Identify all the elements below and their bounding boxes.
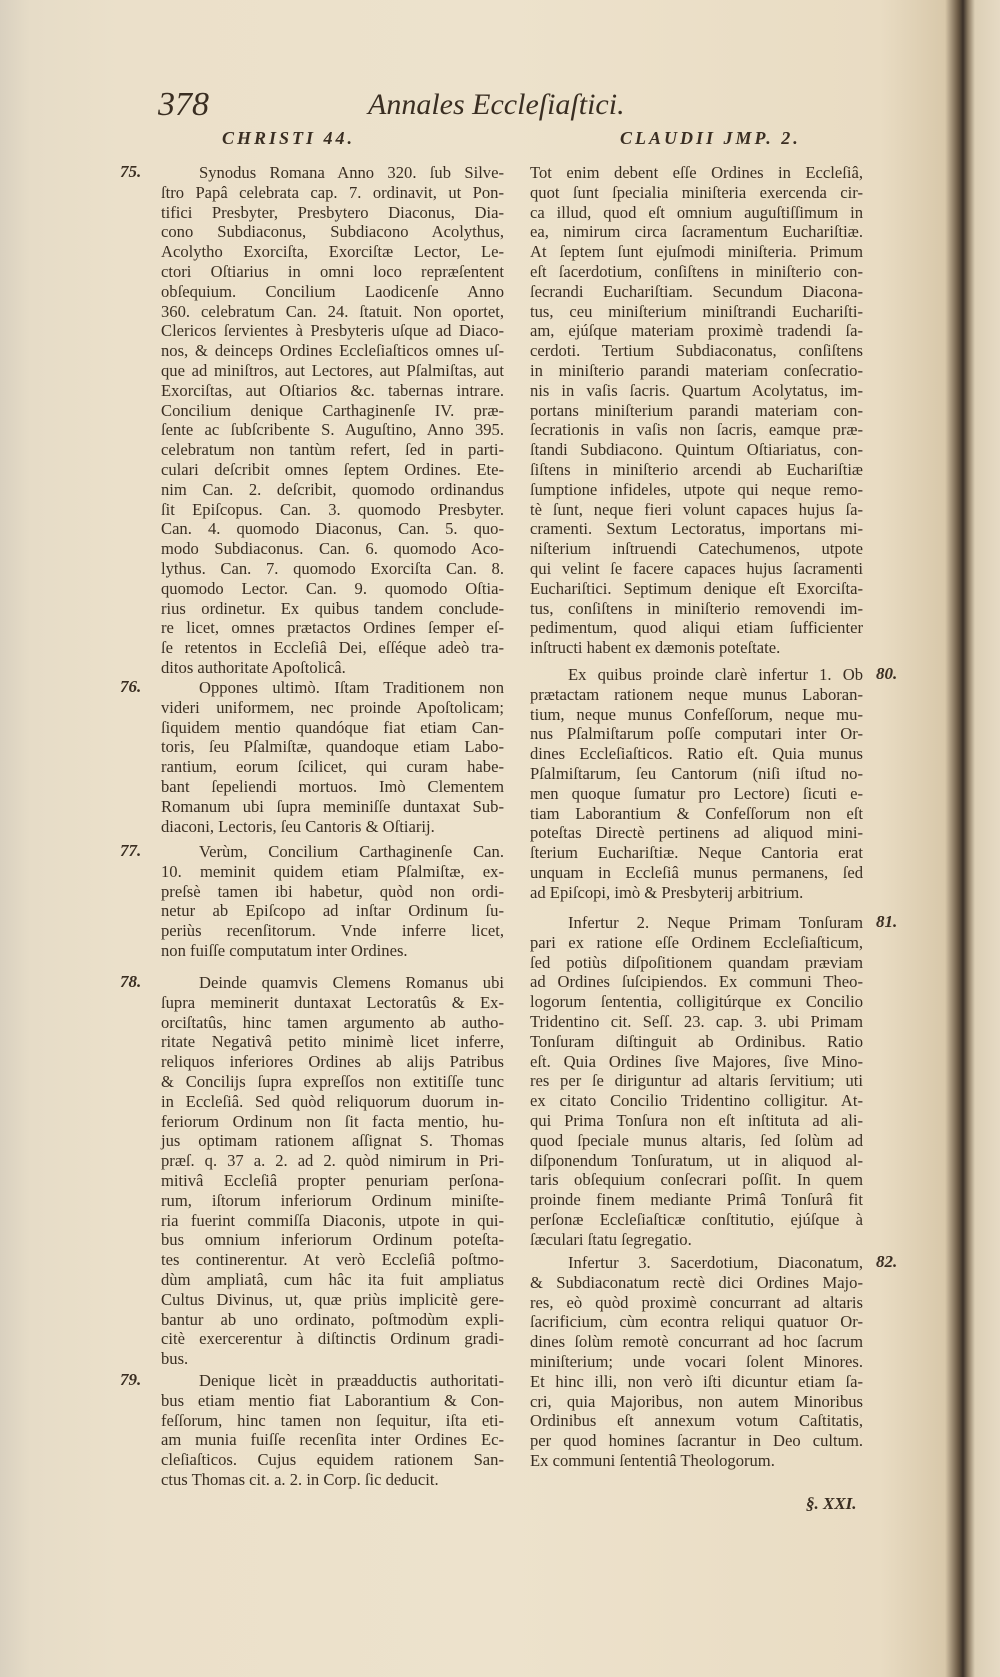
- text-line: Et hinc illi, non verò iſti dicuntur etiam ſa-: [530, 1371, 863, 1391]
- text-line: taris obſequium conſecrari poſſit. In quem: [530, 1170, 863, 1190]
- text-line: quod ſpeciale munus altaris, ſed ſolùm ad: [530, 1130, 863, 1150]
- text-line: Oppones ultimò. Iſtam Traditionem non: [199, 678, 504, 697]
- text-line: cri, quia Majoribus, non autem Minoribus: [530, 1391, 863, 1411]
- text-line: ſecrationis in vaſis non ſacris, eamque præ-: [530, 420, 863, 440]
- text-line: ſtandi Subdiacono. Quintum Oſtiariatus, con-: [530, 440, 863, 460]
- text-line: bant ſepeliendi mortuos. Imò Clementem: [161, 776, 504, 796]
- text-line: nim Can. 2. deſcribit, quomodo ordinandus: [161, 479, 504, 499]
- text-line: tifici Presbyter, Presbytero Diaconus, Dia-: [161, 202, 504, 222]
- text-line: Verùm, Concilium Carthaginenſe Can.: [199, 842, 504, 861]
- text-line: Deinde quamvis Clemens Romanus ubi: [199, 973, 504, 992]
- paragraph-number: 80.: [876, 664, 898, 683]
- paragraph-number: 77.: [120, 841, 142, 860]
- text-line: niſterium inſtruendi Catechumenos, utpote: [530, 539, 863, 559]
- text-line: cleſiaſticos. Cujus equidem rationem San-: [161, 1450, 504, 1470]
- text-line: reliquos inferiores Ordines ab alijs Patribus: [161, 1052, 504, 1072]
- text-line: tè ſunt, neque fieri volunt capaces hujus ſa-: [530, 499, 863, 519]
- text-line: tiam Laborantium & Confeſſorum non eſt: [530, 803, 863, 823]
- text-line: ditos authoritate Apoſtolicâ.: [161, 657, 346, 677]
- text-line: rum, iſtorum inferiorum Ordinum miniſte-: [161, 1190, 504, 1210]
- text-line: eſt ſacerdotium, conſiſtens in miniſterio con-: [530, 261, 863, 281]
- text-line: ctori Oſtiarius in omni loco repræſentent: [161, 261, 504, 281]
- text-line: Ex quibus proinde clarè infertur 1. Ob: [568, 665, 863, 684]
- text-line: dùm ampliatâ, cum hâc ita fuit ampliatus: [161, 1269, 504, 1289]
- text-line: præſ. q. 37 a. 2. ad 2. quòd nimirum in Pri-: [161, 1151, 504, 1171]
- paragraph-number: 79.: [120, 1370, 142, 1389]
- text-line: res, eò quòd proximè concurrant ad altaris: [530, 1292, 863, 1312]
- text-line: que ad miniſtros, aut Lectores, aut Pſalmiſtas, aut: [161, 360, 504, 380]
- paragraph-number: 76.: [120, 677, 142, 696]
- text-line: nus Pſalmiſtarum poſſe computari inter Or-: [530, 724, 863, 744]
- text-line: Pſalmiſtarum, ſeu Cantorum (niſi iſtud no-: [530, 763, 863, 783]
- text-line: bantur ab uno ordinato, poſtmodùm expli-: [161, 1309, 504, 1329]
- paragraph-number: 78.: [120, 972, 142, 991]
- text-line: lythus. Can. 7. quomodo Exorciſta Can. 8.: [161, 558, 504, 578]
- text-line: ſacrificium, cùm econtra reliqui quatuor Or-: [530, 1312, 863, 1332]
- text-line: Concilium denique Carthaginenſe IV. præ-: [161, 400, 504, 420]
- text-line: cramenti. Sextum Lectoratus, importans mi-: [530, 519, 863, 539]
- text-line: ea, nimirum circa ſacramentum Euchariſtiæ.: [530, 222, 863, 242]
- text-line: Romanum ubi ſupra meminiſſe duntaxat Sub-: [161, 796, 504, 816]
- text-line: tus, ceu miniſterium miniſtrandi Euchariſti-: [530, 301, 863, 321]
- text-line: qui Prima Tonſura non eſt inſtituta ad ali-: [530, 1110, 863, 1130]
- text-line: inſtructi habent ex dæmonis poteſtate.: [530, 638, 781, 658]
- paragraph: [161, 163, 504, 678]
- text-line: prætactam rationem neque munus Laboran-: [530, 684, 863, 704]
- text-line: portans miniſterium parandi materiam con-: [530, 400, 863, 420]
- text-line: & Subdiaconatum rectè dici Ordines Majo-: [530, 1272, 863, 1292]
- text-line: ſecrandi Euchariſtiam. Secundum Diacona-: [530, 281, 863, 301]
- text-line: ad Ordines ſuſcipiendos. Ex communi Theo-: [530, 972, 863, 992]
- paragraph-number: 81.: [876, 912, 898, 931]
- text-line: Ex communi ſententiâ Theologorum.: [530, 1450, 775, 1470]
- text-line: pari ex ratione eſſe Ordinem Eccleſiaſticum,: [530, 932, 863, 952]
- text-line: miniſterium; unde vocari ſolent Minores.: [530, 1351, 863, 1371]
- text-line: rius ordinetur. Ex quibus tandem conclude-: [161, 598, 504, 618]
- text-line: men quoque ſumatur pro Lectore) ſicuti e-: [530, 783, 863, 803]
- text-line: toris, ſeu Pſalmiſtæ, quandoque etiam Labo-: [161, 737, 504, 757]
- paragraph: [530, 665, 863, 903]
- paragraph: [530, 1253, 863, 1471]
- text-line: dines ſolùm remotè concurrant ad hoc ſacrum: [530, 1332, 863, 1352]
- text-line: 10. meminit quidem etiam Pſalmiſtæ, ex-: [161, 861, 504, 881]
- text-line: Cultus Divinus, ut, quæ priùs implicitè gere-: [161, 1289, 504, 1309]
- text-line: diſponendum Tonſuratum, ut in aliquod al-: [530, 1150, 863, 1170]
- text-line: diaconi, Lectoris, ſeu Cantoris & Oſtiarij.: [161, 816, 435, 836]
- text-line: poteſtas Directè pertinens ad aliquod mini-: [530, 823, 863, 843]
- text-line: in miniſterio parandi materiam conſecratio-: [530, 360, 863, 380]
- year-heading-right: CLAUDII JMP. 2.: [620, 128, 801, 148]
- text-line: feſſorum, hinc tamen non ſequitur, iſta eti-: [161, 1410, 504, 1430]
- text-line: citè exercerentur à diſtinctis Ordinum gradi-: [161, 1329, 504, 1349]
- text-line: Tonſuram diſtinguit ab Ordinibus. Ratio: [530, 1031, 863, 1051]
- text-line: unquam in Eccleſiâ munus permanens, ſed: [530, 862, 863, 882]
- text-line: ex citato Concilio Tridentino colligitur. At-: [530, 1091, 863, 1111]
- text-line: Euchariſtici. Septimum denique eſt Exorciſta-: [530, 578, 863, 598]
- text-line: feriorum Ordinum non ſit facta mentio, hu-: [161, 1111, 504, 1131]
- text-line: orciſtatûs, hinc tamen argumento ab autho-: [161, 1012, 504, 1032]
- text-line: ſit Epiſcopus. Can. 3. quomodo Presbyter.: [161, 499, 504, 519]
- text-line: obſequium. Concilium Laodicenſe Anno: [161, 281, 504, 301]
- text-line: bus omnium inferiorum Ordinum poteſta-: [161, 1230, 504, 1250]
- text-line: Exorciſtas, aut Oſtiarios &c. tabernas intrare.: [161, 380, 504, 400]
- text-line: Tot enim debent eſſe Ordines in Eccleſiâ,: [530, 163, 863, 182]
- text-line: Synodus Romana Anno 320. ſub Silve-: [199, 163, 504, 182]
- paragraph: [161, 1371, 504, 1490]
- running-title: Annales Eccleſiaſtici.: [368, 88, 625, 121]
- text-line: proinde finem mediante Primâ Tonſurâ fit: [530, 1190, 863, 1210]
- text-line: Infertur 3. Sacerdotium, Diaconatum,: [568, 1253, 863, 1272]
- text-line: ca illud, quod eſt omnium auguſtiſſimum in: [530, 202, 863, 222]
- year-heading-left: CHRISTI 44.: [222, 128, 356, 148]
- text-line: tes continerentur. At verò Eccleſiâ poſtmo-: [161, 1250, 504, 1270]
- text-line: nis in vaſis ſacris. Quartum Acolytatus, im-: [530, 380, 863, 400]
- text-line: ad Epiſcopi, imò & Presbyterij arbitrium.: [530, 882, 804, 902]
- text-line: ſente ac ſubſcribente S. Auguſtino, Anno 395.: [161, 420, 504, 440]
- text-line: pedimentum, quod aliqui etiam ſufficienter: [530, 618, 863, 638]
- paragraph: [161, 973, 504, 1369]
- text-line: quot ſunt ſpecialia miniſteria exercenda cir-: [530, 182, 863, 202]
- text-line: re licet, omnes prætactos Ordines ſemper eſ-: [161, 618, 504, 638]
- paragraph: [161, 842, 504, 961]
- text-line: ſed potiùs diſpoſitionem quandam præviam: [530, 952, 863, 972]
- text-line: celebratum non tantùm refert, ſed in parti-: [161, 440, 504, 460]
- text-line: perſonæ Eccleſiaſticæ conſtitutio, ejúſque à: [530, 1209, 863, 1229]
- paragraph-number: 75.: [120, 162, 142, 181]
- text-line: cono Subdiaconus, Subdiacono Acolythus,: [161, 222, 504, 242]
- paragraph-number: 82.: [876, 1252, 898, 1271]
- text-line: netur ab Epiſcopo ad inſtar Ordinum ſu-: [161, 901, 504, 921]
- text-line: logorum ſententia, colligitúrque ex Concilio: [530, 992, 863, 1012]
- text-line: quomodo Lector. Can. 9. quomodo Oſtia-: [161, 578, 504, 598]
- text-line: jus optimam rationem aſſignat S. Thomas: [161, 1131, 504, 1151]
- text-line: ſterium Euchariſtiæ. Neque Cantoria erat: [530, 843, 863, 863]
- text-line: eſt. Quia Ordines ſive Majores, ſive Mino-: [530, 1051, 863, 1071]
- text-line: ſumptione infideles, utpote qui neque remo-: [530, 479, 863, 499]
- paragraph: [530, 913, 863, 1250]
- text-line: bus etiam mentio fiat Laborantium & Con-: [161, 1390, 504, 1410]
- section-mark: §. XXI.: [806, 1494, 857, 1513]
- text-line: non fuiſſe computatum inter Ordines.: [161, 940, 408, 960]
- text-line: ſiquidem mentio quandóque fiat etiam Can-: [161, 717, 504, 737]
- text-line: Infertur 2. Neque Primam Tonſuram: [568, 913, 863, 932]
- text-line: culari deſcribit omnes ſeptem Ordines. Ete-: [161, 459, 504, 479]
- text-line: bus.: [161, 1349, 189, 1369]
- text-line: ſæculari ſtatu ſegregatio.: [530, 1229, 692, 1249]
- text-line: Acolytho Exorciſta, Exorciſtæ Lector, Le-: [161, 242, 504, 262]
- text-line: tium, neque munus Confeſſorum, neque mu-: [530, 704, 863, 724]
- text-line: Can. 4. quomodo Diaconus, Can. 5. quo-: [161, 519, 504, 539]
- text-line: ſupra meminerit duntaxat Lectoratûs & Ex-: [161, 992, 504, 1012]
- text-line: tus, conſiſtens in miniſterio removendi im-: [530, 598, 863, 618]
- text-line: ſe retentos in Eccleſiâ Dei, eſſéque adeò tra-: [161, 638, 504, 658]
- text-line: res per ſe diriguntur ad altaris ſervitium; uti: [530, 1071, 863, 1091]
- text-line: rantium, eorum ſcilicet, qui curam habe-: [161, 757, 504, 777]
- text-line: ſiſtens in miniſterio arcendi ab Euchariſtiæ: [530, 459, 863, 479]
- text-line: dines Eccleſiaſticos. Ratio eſt. Quia munus: [530, 744, 863, 764]
- text-line: Ordinibus eſt annexum votum Caſtitatis,: [530, 1411, 863, 1431]
- paragraph: [530, 163, 863, 658]
- text-line: Denique licèt in præadductis authoritati-: [199, 1371, 504, 1390]
- text-line: am, ejúſque materiam proximè tradendi ſa-: [530, 321, 863, 341]
- text-line: mitivâ Eccleſiâ propter penuriam perſona-: [161, 1170, 504, 1190]
- text-line: in Eccleſiâ. Sed quòd reliquorum duorum in-: [161, 1091, 504, 1111]
- text-line: modo Subdiaconus. Can. 6. quomodo Aco-: [161, 539, 504, 559]
- text-line: periùs recenſitorum. Vnde inferre licet,: [161, 921, 504, 941]
- text-line: ſtro Papâ celebrata cap. 7. ordinavit, ut Pon-: [161, 182, 504, 202]
- text-line: 360. celebratum Can. 24. ſtatuit. Non oportet,: [161, 301, 504, 321]
- text-line: per quod homines ſacrantur in Deo cultum.: [530, 1431, 863, 1451]
- text-line: qui velint ſe facere capaces hujus ſacramenti: [530, 558, 863, 578]
- text-line: & Concilijs ſupra expreſſos non extitiſſe tunc: [161, 1071, 504, 1091]
- text-line: preſsè tamen ibi habetur, quòd non ordi-: [161, 881, 504, 901]
- page-number: 378: [158, 86, 209, 123]
- text-line: cerdoti. Tertium Subdiaconatus, conſiſtens: [530, 341, 863, 361]
- text-line: nos, & deinceps Ordines Eccleſiaſticos omnes uſ-: [161, 341, 504, 361]
- text-line: At ſeptem ſunt ejuſmodi miniſteria. Primum: [530, 242, 863, 262]
- text-line: am munia fuiſſe recenſita inter Ordines Ec-: [161, 1430, 504, 1450]
- text-line: ritate Negativâ petito minimè licet inferre,: [161, 1032, 504, 1052]
- text-line: Clericos ſervientes à Presbyteris uſque ad Diaco-: [161, 321, 504, 341]
- text-line: ctus Thomas cit. a. 2. in Corp. ſic deducit.: [161, 1469, 439, 1489]
- paragraph: [161, 678, 504, 836]
- text-line: videri uniformem, nec proinde Apoſtolicam;: [161, 697, 504, 717]
- text-line: ria fuerint commiſſa Diaconis, utpote in qui-: [161, 1210, 504, 1230]
- text-line: Tridentino cit. Seſſ. 23. cap. 3. ubi Primam: [530, 1011, 863, 1031]
